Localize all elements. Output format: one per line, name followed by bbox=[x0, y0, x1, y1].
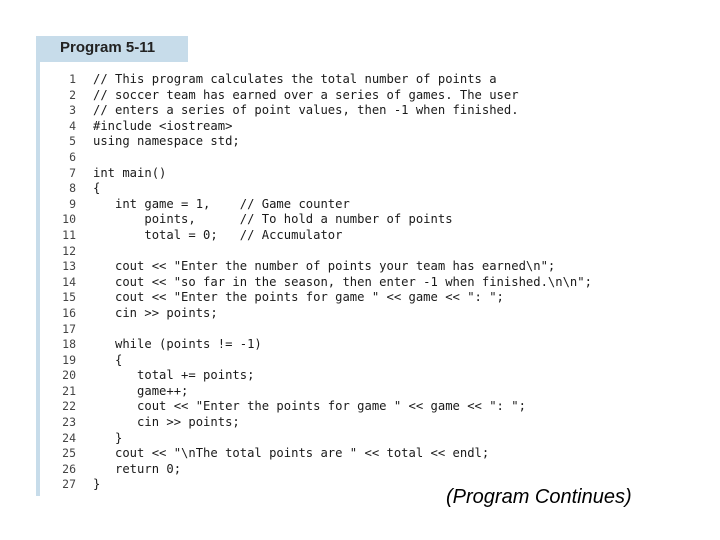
line-code: // enters a series of point values, then -1 when finished. bbox=[93, 103, 519, 118]
code-line bbox=[36, 119, 696, 135]
line-number: 22 bbox=[62, 399, 76, 414]
program-listing bbox=[36, 36, 696, 496]
code-line bbox=[36, 88, 696, 104]
line-number: 14 bbox=[62, 274, 76, 289]
code-line bbox=[36, 275, 696, 291]
line-code: return 0; bbox=[93, 461, 182, 476]
code-line bbox=[36, 399, 696, 415]
code-area bbox=[36, 72, 696, 493]
code-line bbox=[36, 322, 696, 338]
line-number: 15 bbox=[62, 290, 76, 305]
code-line bbox=[36, 259, 696, 275]
line-code: points, // To hold a number of points bbox=[93, 212, 453, 227]
line-code: cout << "Enter the points for game " << game << ": "; bbox=[93, 290, 504, 305]
line-number: 5 bbox=[69, 134, 76, 149]
line-number: 1 bbox=[69, 72, 76, 86]
code-line bbox=[36, 353, 696, 369]
code-line bbox=[36, 228, 696, 244]
line-code: cin >> points; bbox=[93, 305, 218, 320]
code-line bbox=[36, 306, 696, 322]
line-code: { bbox=[93, 181, 101, 196]
line-number: 13 bbox=[62, 259, 76, 274]
code-line bbox=[36, 462, 696, 478]
code-line bbox=[36, 134, 696, 150]
line-number: 4 bbox=[69, 118, 76, 133]
line-number: 12 bbox=[62, 243, 76, 258]
line-code: { bbox=[93, 352, 123, 367]
code-line bbox=[36, 415, 696, 431]
code-line bbox=[36, 197, 696, 213]
code-line bbox=[36, 181, 696, 197]
line-code: cout << "so far in the season, then enter -1 when finished.\n\n"; bbox=[93, 274, 592, 289]
line-code: cout << "Enter the points for game " << game << ": "; bbox=[93, 399, 526, 414]
line-number: 11 bbox=[62, 227, 76, 242]
line-code: using namespace std; bbox=[93, 134, 240, 149]
line-number: 27 bbox=[62, 477, 76, 492]
line-code: int game = 1, // Game counter bbox=[93, 196, 350, 211]
line-number: 2 bbox=[69, 87, 76, 102]
line-number: 17 bbox=[62, 321, 76, 336]
line-code: total += points; bbox=[93, 368, 255, 383]
line-number: 10 bbox=[62, 212, 76, 227]
code-line bbox=[36, 244, 696, 260]
line-number: 3 bbox=[69, 103, 76, 118]
program-title: Program 5-11 bbox=[60, 39, 156, 56]
code-line bbox=[36, 150, 696, 166]
line-number: 21 bbox=[62, 383, 76, 398]
line-number: 20 bbox=[62, 368, 76, 383]
line-number: 23 bbox=[62, 415, 76, 430]
code-line bbox=[36, 166, 696, 182]
line-code: total = 0; // Accumulator bbox=[93, 227, 343, 242]
line-code: int main() bbox=[93, 165, 167, 180]
line-code: cout << "Enter the number of points your team has earned\n"; bbox=[93, 259, 556, 274]
line-number: 25 bbox=[62, 446, 76, 461]
line-code: cout << "\nThe total points are " << total << endl; bbox=[93, 446, 490, 461]
line-code: } bbox=[93, 430, 123, 445]
line-code: #include <iostream> bbox=[93, 118, 233, 133]
line-number: 16 bbox=[62, 305, 76, 320]
line-code: // soccer team has earned over a series of games. The user bbox=[93, 87, 519, 102]
program-continues-label: (Program Continues) bbox=[446, 486, 632, 508]
line-number: 8 bbox=[69, 181, 76, 196]
program-title-bar bbox=[36, 36, 188, 62]
line-number: 9 bbox=[69, 196, 76, 211]
code-line bbox=[36, 431, 696, 447]
line-number: 6 bbox=[69, 149, 76, 164]
line-number: 19 bbox=[62, 352, 76, 367]
line-code: // This program calculates the total number of points a bbox=[93, 72, 497, 86]
code-line bbox=[36, 72, 696, 88]
code-line bbox=[36, 212, 696, 228]
code-line bbox=[36, 384, 696, 400]
line-code: } bbox=[93, 477, 101, 492]
code-line bbox=[36, 368, 696, 384]
line-number: 7 bbox=[69, 165, 76, 180]
code-line bbox=[36, 446, 696, 462]
line-number: 26 bbox=[62, 461, 76, 476]
line-code: while (points != -1) bbox=[93, 337, 262, 352]
line-code: cin >> points; bbox=[93, 415, 240, 430]
line-number: 18 bbox=[62, 337, 76, 352]
line-code: game++; bbox=[93, 383, 189, 398]
code-line bbox=[36, 103, 696, 119]
code-line bbox=[36, 337, 696, 353]
code-line bbox=[36, 290, 696, 306]
line-number: 24 bbox=[62, 430, 76, 445]
